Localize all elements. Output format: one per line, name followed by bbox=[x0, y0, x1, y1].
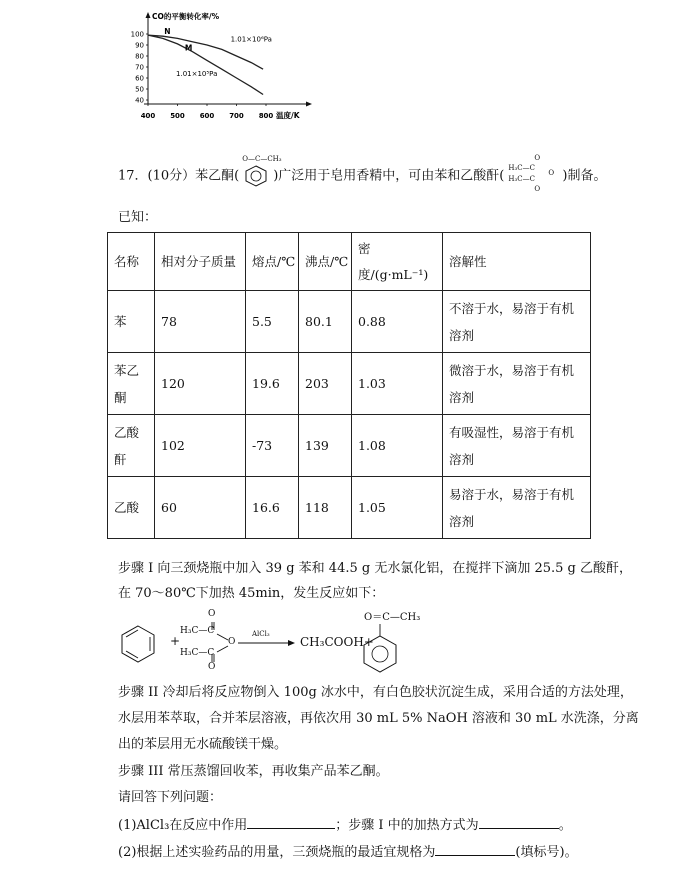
cell-solubility: 微溶于水，易溶于有机溶剂 bbox=[443, 353, 591, 415]
q1-part-b: ；步骤 I 中的加热方式为 bbox=[335, 818, 479, 833]
step2-line3: 出的苯层用无水硫酸镁干燥。 bbox=[118, 737, 288, 752]
step1-line1: 步骤 I 向三颈烧瓶中加入 39 g 苯和 44.5 g 无水氯化铝，在搅拌下滴加 25.5 g 乙酸酐， bbox=[118, 561, 632, 576]
y-tick-label: 90 bbox=[135, 41, 144, 50]
anhydride-o-bot: O bbox=[534, 185, 541, 193]
anh-o-top: O bbox=[208, 609, 216, 619]
cell-solubility: 易溶于水，易溶于有机溶剂 bbox=[443, 477, 591, 539]
table-row bbox=[108, 291, 591, 353]
anhydride-structure bbox=[504, 154, 562, 193]
anhydride-h3c-top: H₃C—C bbox=[508, 164, 536, 172]
th-mp: 熔点/℃ bbox=[246, 233, 299, 291]
cell-density: 1.08 bbox=[352, 415, 443, 477]
x-axis-label: 温度/K bbox=[276, 111, 300, 120]
q1-part-c: 。 bbox=[558, 818, 572, 833]
th-mw: 相对分子质量 bbox=[155, 233, 246, 291]
th-name: 名称 bbox=[108, 233, 155, 291]
cell-mp: 5.5 bbox=[246, 291, 299, 353]
point-label-N: N bbox=[164, 27, 171, 37]
cell-mp: 16.6 bbox=[246, 477, 299, 539]
q17-title-mid: )广泛用于皂用香精中，可由苯和乙酸酐( bbox=[273, 168, 505, 184]
cell-density: 1.05 bbox=[352, 477, 443, 539]
anhydride-h3c-bot: H₃C—C bbox=[508, 175, 536, 183]
y-tick-label: 70 bbox=[135, 63, 144, 72]
anhydride-o: O bbox=[548, 169, 555, 177]
table-row bbox=[108, 477, 591, 539]
step2-line1: 步骤 II 冷却后将反应物倒入 100g 冰水中，有白色胶状沉淀生成，采用合适的方法处理， bbox=[118, 685, 633, 700]
question-1 bbox=[118, 816, 572, 835]
cell-mw: 78 bbox=[155, 291, 246, 353]
cell-name: 乙酸酐 bbox=[108, 415, 155, 477]
reaction-equation bbox=[110, 606, 430, 678]
anh-h3c-top: H₃C—C bbox=[180, 626, 215, 636]
series-label-2: 1.01×10⁵Pa bbox=[176, 69, 218, 78]
cell-mw: 102 bbox=[155, 415, 246, 477]
anh-o-bot: O bbox=[208, 662, 216, 672]
th-solubility: 溶解性 bbox=[443, 233, 591, 291]
cell-solubility: 不溶于水，易溶于有机溶剂 bbox=[443, 291, 591, 353]
y-tick-label: 60 bbox=[135, 74, 144, 83]
acetophenone-structure bbox=[239, 155, 282, 185]
q2-part-a: (2)根据上述实验药品的用量，三颈烧瓶的最适宜规格为 bbox=[118, 845, 436, 860]
cell-bp: 80.1 bbox=[299, 291, 352, 353]
cell-name: 苯 bbox=[108, 291, 155, 353]
cell-mp: -73 bbox=[246, 415, 299, 477]
table-row bbox=[108, 415, 591, 477]
y-tick-label: 80 bbox=[135, 52, 144, 61]
cell-solubility: 有吸湿性，易溶于有机溶剂 bbox=[443, 415, 591, 477]
properties-table bbox=[107, 232, 591, 539]
th-bp: 沸点/℃ bbox=[299, 233, 352, 291]
series-label-1: 1.01×10⁶Pa bbox=[230, 35, 272, 44]
cell-name: 乙酸 bbox=[108, 477, 155, 539]
q17-title bbox=[118, 154, 607, 193]
benzene-ring bbox=[122, 626, 154, 662]
step1-line2: 在 70～80℃下加热 45min，发生反应如下： bbox=[118, 586, 385, 601]
q2-part-b: (填标号)。 bbox=[515, 845, 578, 860]
y-axis-label: CO的平衡转化率/% bbox=[152, 12, 220, 21]
step3: 步骤 III 常压蒸馏回收苯，再收集产品苯乙酮。 bbox=[118, 764, 389, 779]
question-2 bbox=[118, 843, 578, 862]
cell-mw: 120 bbox=[155, 353, 246, 415]
point-label-M: M bbox=[184, 43, 193, 53]
anhydride-o-top: O bbox=[534, 154, 541, 162]
q17-title-pre: 17．(10分）苯乙酮( bbox=[118, 168, 240, 184]
x-tick-label: 700 bbox=[229, 112, 244, 120]
q1-blank-1[interactable] bbox=[247, 816, 335, 829]
q1-blank-2[interactable] bbox=[479, 816, 559, 829]
anh-h3c-bot: H₃C—C bbox=[180, 648, 215, 658]
cell-bp: 139 bbox=[299, 415, 352, 477]
cell-mp: 19.6 bbox=[246, 353, 299, 415]
x-tick-label: 400 bbox=[140, 112, 156, 120]
acetophenone-sub: O—C—CH₃ bbox=[242, 155, 282, 163]
q2-blank[interactable] bbox=[435, 843, 515, 856]
y-tick-label: 50 bbox=[135, 85, 144, 94]
table-row bbox=[108, 353, 591, 415]
cell-bp: 118 bbox=[299, 477, 352, 539]
y-axis-arrow bbox=[146, 12, 151, 18]
cell-bp: 203 bbox=[299, 353, 352, 415]
x-tick-label: 500 bbox=[170, 112, 185, 120]
co-conversion-chart bbox=[110, 4, 330, 126]
x-axis-arrow bbox=[306, 102, 312, 107]
y-tick-label: 100 bbox=[130, 30, 144, 39]
cell-name: 苯乙酮 bbox=[108, 353, 155, 415]
product-acetic-acid: CH₃COOH+ bbox=[300, 635, 374, 649]
x-tick-label: 600 bbox=[199, 112, 215, 120]
ask-label: 请回答下列问题： bbox=[118, 790, 223, 805]
plus-sign: + bbox=[170, 634, 181, 648]
y-tick-label: 40 bbox=[135, 96, 144, 105]
product-ketone-label: O＝C—CH₃ bbox=[364, 612, 421, 623]
step2-line2: 水层用苯萃取，合并苯层溶液，再依次用 30 mL 5% NaOH 溶液和 30 mL 水洗涤，分离 bbox=[118, 711, 639, 726]
known-label: 已知： bbox=[118, 210, 158, 225]
x-tick-label: 800 bbox=[258, 112, 274, 120]
cell-density: 0.88 bbox=[352, 291, 443, 353]
catalyst-label: AlCl₃ bbox=[252, 630, 270, 638]
cell-density: 1.03 bbox=[352, 353, 443, 415]
anh-o-mid: O bbox=[228, 637, 236, 647]
th-density: 密度/(g·mL⁻¹) bbox=[352, 233, 443, 291]
q1-part-a: (1)AlCl₃在反应中作用 bbox=[118, 818, 248, 833]
table-header-row bbox=[108, 233, 591, 291]
cell-mw: 60 bbox=[155, 477, 246, 539]
q17-title-post: )制备。 bbox=[562, 168, 607, 184]
